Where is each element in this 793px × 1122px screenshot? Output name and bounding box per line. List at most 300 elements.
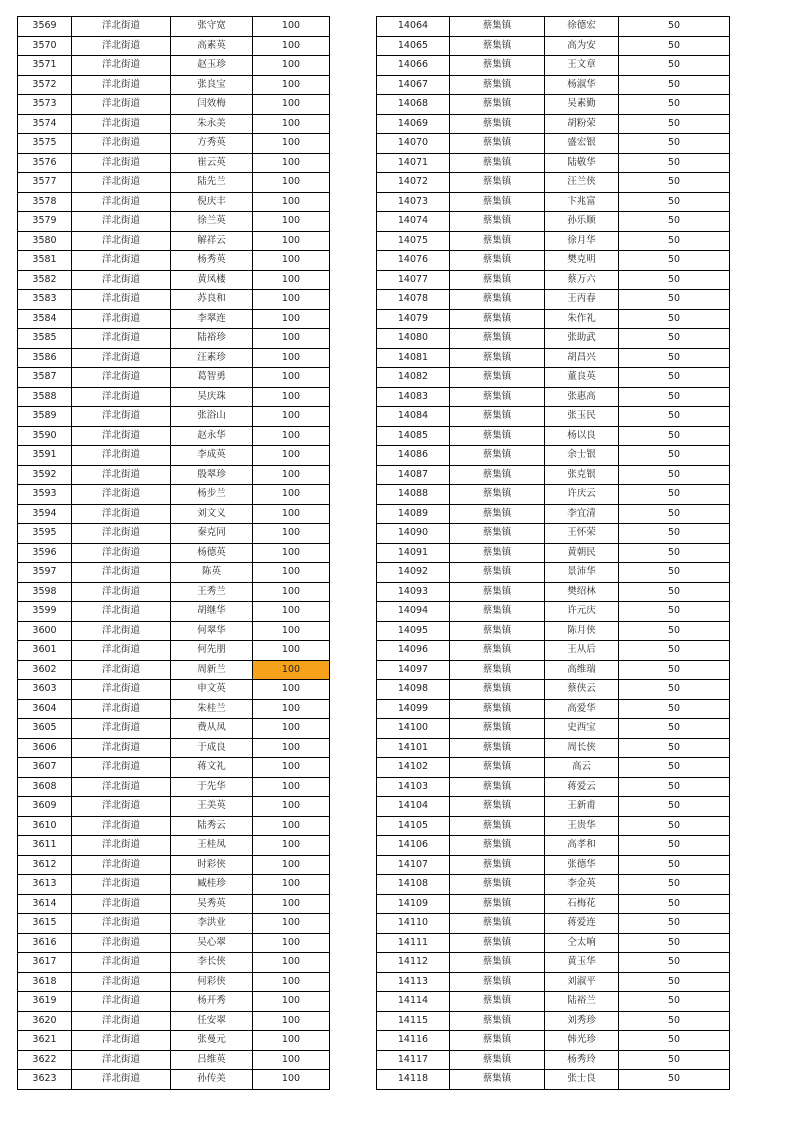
cell-amount: 100 xyxy=(253,563,330,583)
table-row xyxy=(377,134,730,154)
cell-name: 王文章 xyxy=(545,56,619,76)
table-row xyxy=(377,738,730,758)
cell-name: 景沛华 xyxy=(545,563,619,583)
cell-amount: 100 xyxy=(253,368,330,388)
cell-district: 洋北街道 xyxy=(72,231,171,251)
cell-district: 洋北街道 xyxy=(72,212,171,232)
cell-district: 洋北街道 xyxy=(72,563,171,583)
cell-district: 蔡集镇 xyxy=(450,855,545,875)
cell-district: 蔡集镇 xyxy=(450,758,545,778)
table-row xyxy=(377,797,730,817)
cell-amount: 100 xyxy=(253,953,330,973)
cell-amount: 50 xyxy=(619,875,730,895)
cell-id: 3597 xyxy=(18,563,72,583)
cell-id: 3600 xyxy=(18,621,72,641)
cell-name: 吕维英 xyxy=(171,1050,253,1070)
cell-id: 3592 xyxy=(18,465,72,485)
cell-name: 高维瑞 xyxy=(545,660,619,680)
table-row xyxy=(18,1011,330,1031)
cell-district: 洋北街道 xyxy=(72,348,171,368)
cell-district: 蔡集镇 xyxy=(450,114,545,134)
cell-amount: 50 xyxy=(619,446,730,466)
cell-district: 蔡集镇 xyxy=(450,387,545,407)
cell-id: 14098 xyxy=(377,680,450,700)
cell-district: 蔡集镇 xyxy=(450,1031,545,1051)
cell-id: 14078 xyxy=(377,290,450,310)
table-row xyxy=(18,212,330,232)
table-row xyxy=(377,563,730,583)
cell-name: 余士银 xyxy=(545,446,619,466)
cell-id: 3603 xyxy=(18,680,72,700)
cell-id: 14072 xyxy=(377,173,450,193)
cell-name: 吴庆珠 xyxy=(171,387,253,407)
cell-amount: 50 xyxy=(619,582,730,602)
cell-district: 洋北街道 xyxy=(72,368,171,388)
cell-district: 蔡集镇 xyxy=(450,270,545,290)
table-row xyxy=(18,933,330,953)
cell-district: 蔡集镇 xyxy=(450,875,545,895)
cell-name: 赵玉珍 xyxy=(171,56,253,76)
table-row xyxy=(18,446,330,466)
cell-name: 朱作礼 xyxy=(545,309,619,329)
cell-id: 14073 xyxy=(377,192,450,212)
cell-id: 14114 xyxy=(377,992,450,1012)
cell-id: 14087 xyxy=(377,465,450,485)
cell-amount: 50 xyxy=(619,719,730,739)
table-row xyxy=(18,621,330,641)
table-row xyxy=(18,1031,330,1051)
cell-name: 高孝和 xyxy=(545,836,619,856)
table-row xyxy=(18,368,330,388)
cell-amount: 50 xyxy=(619,777,730,797)
cell-district: 洋北街道 xyxy=(72,485,171,505)
cell-name: 张德华 xyxy=(545,855,619,875)
cell-name: 杨开秀 xyxy=(171,992,253,1012)
cell-amount: 50 xyxy=(619,251,730,271)
cell-district: 蔡集镇 xyxy=(450,465,545,485)
cell-amount: 50 xyxy=(619,17,730,37)
cell-amount: 50 xyxy=(619,660,730,680)
table-row xyxy=(377,192,730,212)
cell-name: 杨步兰 xyxy=(171,485,253,505)
cell-amount: 100 xyxy=(253,36,330,56)
cell-amount: 50 xyxy=(619,36,730,56)
cell-name: 秦克同 xyxy=(171,524,253,544)
cell-amount: 100 xyxy=(253,446,330,466)
cell-name: 李长侠 xyxy=(171,953,253,973)
cell-name: 许庆云 xyxy=(545,485,619,505)
cell-amount: 50 xyxy=(619,1011,730,1031)
cell-id: 14117 xyxy=(377,1050,450,1070)
table-row xyxy=(18,387,330,407)
cell-name: 陆裕兰 xyxy=(545,992,619,1012)
cell-name: 胡粉荣 xyxy=(545,114,619,134)
cell-amount: 50 xyxy=(619,485,730,505)
cell-district: 洋北街道 xyxy=(72,582,171,602)
cell-amount: 100 xyxy=(253,231,330,251)
cell-amount: 100 xyxy=(253,251,330,271)
cell-name: 陆先兰 xyxy=(171,173,253,193)
cell-amount: 100 xyxy=(253,348,330,368)
table-row xyxy=(18,426,330,446)
cell-district: 蔡集镇 xyxy=(450,933,545,953)
cell-name: 陈月侠 xyxy=(545,621,619,641)
cell-name: 史西宝 xyxy=(545,719,619,739)
cell-name: 盛宏银 xyxy=(545,134,619,154)
cell-id: 14109 xyxy=(377,894,450,914)
cell-id: 3606 xyxy=(18,738,72,758)
cell-name: 王从后 xyxy=(545,641,619,661)
cell-district: 蔡集镇 xyxy=(450,504,545,524)
cell-amount: 100 xyxy=(253,797,330,817)
table-row xyxy=(377,426,730,446)
cell-id: 3576 xyxy=(18,153,72,173)
table-row xyxy=(377,17,730,37)
cell-id: 14107 xyxy=(377,855,450,875)
cell-amount: 50 xyxy=(619,621,730,641)
cell-id: 14075 xyxy=(377,231,450,251)
table-row xyxy=(18,348,330,368)
table-row xyxy=(18,329,330,349)
cell-amount: 100 xyxy=(253,95,330,115)
table-row xyxy=(377,660,730,680)
cell-amount: 100 xyxy=(253,836,330,856)
cell-amount: 100 xyxy=(253,426,330,446)
cell-name: 徐月华 xyxy=(545,231,619,251)
cell-amount: 100 xyxy=(253,134,330,154)
cell-district: 蔡集镇 xyxy=(450,894,545,914)
table-row xyxy=(377,836,730,856)
cell-district: 蔡集镇 xyxy=(450,660,545,680)
cell-amount: 100 xyxy=(253,485,330,505)
cell-id: 3611 xyxy=(18,836,72,856)
cell-name: 朱永美 xyxy=(171,114,253,134)
cell-district: 蔡集镇 xyxy=(450,602,545,622)
cell-id: 14115 xyxy=(377,1011,450,1031)
cell-id: 3608 xyxy=(18,777,72,797)
cell-id: 3593 xyxy=(18,485,72,505)
cell-name: 蒋文礼 xyxy=(171,758,253,778)
table-row xyxy=(377,855,730,875)
cell-amount: 50 xyxy=(619,134,730,154)
cell-name: 杨秀英 xyxy=(171,251,253,271)
cell-amount: 100 xyxy=(253,914,330,934)
cell-name: 王贵华 xyxy=(545,816,619,836)
cell-id: 14083 xyxy=(377,387,450,407)
table-row xyxy=(18,992,330,1012)
cell-district: 洋北街道 xyxy=(72,719,171,739)
cell-id: 3615 xyxy=(18,914,72,934)
cell-name: 杨德英 xyxy=(171,543,253,563)
table-row xyxy=(377,212,730,232)
cell-id: 3623 xyxy=(18,1070,72,1090)
table-row xyxy=(377,524,730,544)
cell-amount: 50 xyxy=(619,329,730,349)
cell-id: 3590 xyxy=(18,426,72,446)
cell-id: 3591 xyxy=(18,446,72,466)
cell-name: 刘文义 xyxy=(171,504,253,524)
cell-district: 蔡集镇 xyxy=(450,446,545,466)
cell-name: 陆裕珍 xyxy=(171,329,253,349)
table-row xyxy=(377,290,730,310)
table-row xyxy=(18,1070,330,1090)
cell-amount: 50 xyxy=(619,816,730,836)
cell-id: 3587 xyxy=(18,368,72,388)
cell-name: 徐德宏 xyxy=(545,17,619,37)
table-row xyxy=(377,777,730,797)
cell-district: 蔡集镇 xyxy=(450,368,545,388)
cell-amount: 100 xyxy=(253,933,330,953)
cell-name: 汪素珍 xyxy=(171,348,253,368)
cell-id: 14103 xyxy=(377,777,450,797)
cell-district: 洋北街道 xyxy=(72,290,171,310)
cell-name: 蔡侠云 xyxy=(545,680,619,700)
cell-amount: 50 xyxy=(619,407,730,427)
cell-name: 闫效梅 xyxy=(171,95,253,115)
table-row xyxy=(18,680,330,700)
cell-id: 3609 xyxy=(18,797,72,817)
table-row xyxy=(18,855,330,875)
cell-amount: 100 xyxy=(253,56,330,76)
cell-name: 张曼元 xyxy=(171,1031,253,1051)
cell-name: 申文英 xyxy=(171,680,253,700)
cell-amount: 50 xyxy=(619,153,730,173)
cell-id: 14094 xyxy=(377,602,450,622)
table-row xyxy=(18,17,330,37)
table-row xyxy=(377,1031,730,1051)
table-row xyxy=(377,875,730,895)
cell-district: 蔡集镇 xyxy=(450,75,545,95)
cell-name: 费从凤 xyxy=(171,719,253,739)
cell-name: 许元庆 xyxy=(545,602,619,622)
cell-district: 蔡集镇 xyxy=(450,290,545,310)
cell-name: 王秀兰 xyxy=(171,582,253,602)
cell-id: 14101 xyxy=(377,738,450,758)
cell-district: 蔡集镇 xyxy=(450,797,545,817)
cell-name: 高爱华 xyxy=(545,699,619,719)
table-row xyxy=(377,621,730,641)
cell-name: 高云 xyxy=(545,758,619,778)
cell-amount: 50 xyxy=(619,387,730,407)
cell-id: 14066 xyxy=(377,56,450,76)
cell-district: 洋北街道 xyxy=(72,894,171,914)
cell-id: 3569 xyxy=(18,17,72,37)
cell-name: 陆秀云 xyxy=(171,816,253,836)
cell-name: 杨以良 xyxy=(545,426,619,446)
cell-amount: 100 xyxy=(253,582,330,602)
cell-id: 3595 xyxy=(18,524,72,544)
cell-amount: 100 xyxy=(253,602,330,622)
cell-name: 吴素勤 xyxy=(545,95,619,115)
cell-name: 李翠连 xyxy=(171,309,253,329)
cell-amount: 50 xyxy=(619,524,730,544)
cell-id: 14096 xyxy=(377,641,450,661)
table-row xyxy=(18,875,330,895)
table-row xyxy=(377,387,730,407)
table-row xyxy=(18,465,330,485)
cell-id: 3601 xyxy=(18,641,72,661)
cell-amount: 50 xyxy=(619,680,730,700)
cell-name: 张助武 xyxy=(545,329,619,349)
cell-id: 3621 xyxy=(18,1031,72,1051)
cell-amount: 50 xyxy=(619,563,730,583)
table-row xyxy=(18,914,330,934)
cell-id: 3605 xyxy=(18,719,72,739)
cell-district: 洋北街道 xyxy=(72,36,171,56)
cell-amount: 100 xyxy=(253,738,330,758)
table-row xyxy=(377,680,730,700)
cell-id: 3570 xyxy=(18,36,72,56)
cell-id: 3622 xyxy=(18,1050,72,1070)
table-row xyxy=(18,192,330,212)
table-row xyxy=(377,816,730,836)
cell-amount: 50 xyxy=(619,797,730,817)
cell-district: 洋北街道 xyxy=(72,134,171,154)
table-row xyxy=(377,56,730,76)
cell-id: 14111 xyxy=(377,933,450,953)
cell-id: 14067 xyxy=(377,75,450,95)
cell-name: 朱桂兰 xyxy=(171,699,253,719)
cell-id: 14102 xyxy=(377,758,450,778)
cell-district: 蔡集镇 xyxy=(450,95,545,115)
table-row xyxy=(377,992,730,1012)
table-row xyxy=(377,173,730,193)
table-row xyxy=(18,894,330,914)
cell-district: 洋北街道 xyxy=(72,407,171,427)
table-row xyxy=(18,134,330,154)
cell-district: 洋北街道 xyxy=(72,953,171,973)
cell-amount: 50 xyxy=(619,465,730,485)
cell-id: 3580 xyxy=(18,231,72,251)
cell-id: 3571 xyxy=(18,56,72,76)
cell-name: 高素英 xyxy=(171,36,253,56)
table-row xyxy=(377,231,730,251)
cell-id: 3602 xyxy=(18,660,72,680)
cell-id: 14064 xyxy=(377,17,450,37)
cell-amount: 100 xyxy=(253,524,330,544)
cell-name: 方秀英 xyxy=(171,134,253,154)
cell-id: 3596 xyxy=(18,543,72,563)
table-row xyxy=(377,1070,730,1090)
cell-id: 14082 xyxy=(377,368,450,388)
cell-district: 蔡集镇 xyxy=(450,621,545,641)
cell-id: 3589 xyxy=(18,407,72,427)
cell-district: 蔡集镇 xyxy=(450,836,545,856)
cell-district: 蔡集镇 xyxy=(450,192,545,212)
cell-name: 张良宝 xyxy=(171,75,253,95)
cell-district: 蔡集镇 xyxy=(450,777,545,797)
cell-amount: 50 xyxy=(619,855,730,875)
right-table-body xyxy=(377,17,730,1090)
cell-id: 14080 xyxy=(377,329,450,349)
table-row xyxy=(377,36,730,56)
cell-district: 洋北街道 xyxy=(72,855,171,875)
cell-district: 洋北街道 xyxy=(72,602,171,622)
cell-name: 张克银 xyxy=(545,465,619,485)
cell-amount: 100 xyxy=(253,680,330,700)
table-row xyxy=(377,504,730,524)
cell-district: 蔡集镇 xyxy=(450,992,545,1012)
cell-name: 吴心翠 xyxy=(171,933,253,953)
cell-name: 仝太响 xyxy=(545,933,619,953)
table-row xyxy=(18,56,330,76)
cell-district: 洋北街道 xyxy=(72,524,171,544)
cell-name: 解祥云 xyxy=(171,231,253,251)
cell-name: 刘淑平 xyxy=(545,972,619,992)
cell-name: 李洪业 xyxy=(171,914,253,934)
cell-district: 洋北街道 xyxy=(72,992,171,1012)
cell-id: 14088 xyxy=(377,485,450,505)
cell-amount: 50 xyxy=(619,894,730,914)
cell-amount: 50 xyxy=(619,1031,730,1051)
cell-name: 于成良 xyxy=(171,738,253,758)
table-row xyxy=(18,719,330,739)
cell-id: 14076 xyxy=(377,251,450,271)
table-row xyxy=(377,446,730,466)
cell-district: 洋北街道 xyxy=(72,192,171,212)
cell-id: 14093 xyxy=(377,582,450,602)
cell-district: 洋北街道 xyxy=(72,1050,171,1070)
cell-district: 蔡集镇 xyxy=(450,485,545,505)
cell-amount: 50 xyxy=(619,758,730,778)
cell-amount: 50 xyxy=(619,75,730,95)
table-row xyxy=(377,1050,730,1070)
table-row xyxy=(18,75,330,95)
table-row xyxy=(377,407,730,427)
cell-district: 洋北街道 xyxy=(72,543,171,563)
cell-amount: 100 xyxy=(253,153,330,173)
table-row xyxy=(18,231,330,251)
cell-name: 徐兰英 xyxy=(171,212,253,232)
cell-id: 14089 xyxy=(377,504,450,524)
cell-amount: 100 xyxy=(253,777,330,797)
cell-amount: 100 xyxy=(253,719,330,739)
cell-name: 倪庆丰 xyxy=(171,192,253,212)
cell-amount: 50 xyxy=(619,953,730,973)
cell-amount: 100 xyxy=(253,309,330,329)
cell-name: 樊克明 xyxy=(545,251,619,271)
cell-amount: 50 xyxy=(619,641,730,661)
table-row xyxy=(18,485,330,505)
cell-district: 洋北街道 xyxy=(72,465,171,485)
table-row xyxy=(377,251,730,271)
cell-district: 洋北街道 xyxy=(72,426,171,446)
cell-amount: 50 xyxy=(619,309,730,329)
cell-name: 石梅花 xyxy=(545,894,619,914)
table-row xyxy=(377,485,730,505)
cell-district: 洋北街道 xyxy=(72,621,171,641)
cell-id: 14079 xyxy=(377,309,450,329)
cell-id: 3618 xyxy=(18,972,72,992)
cell-district: 洋北街道 xyxy=(72,914,171,934)
cell-name: 胡昌兴 xyxy=(545,348,619,368)
table-row xyxy=(18,95,330,115)
cell-id: 3619 xyxy=(18,992,72,1012)
cell-name: 黄玉华 xyxy=(545,953,619,973)
cell-amount: 100 xyxy=(253,1050,330,1070)
table-row xyxy=(18,777,330,797)
cell-name: 何彩侠 xyxy=(171,972,253,992)
cell-name: 李成英 xyxy=(171,446,253,466)
cell-district: 洋北街道 xyxy=(72,972,171,992)
cell-id: 14084 xyxy=(377,407,450,427)
table-row xyxy=(377,914,730,934)
cell-amount: 100 xyxy=(253,212,330,232)
cell-amount: 50 xyxy=(619,231,730,251)
cell-district: 洋北街道 xyxy=(72,173,171,193)
cell-amount: 100 xyxy=(253,699,330,719)
cell-name: 陆敬华 xyxy=(545,153,619,173)
